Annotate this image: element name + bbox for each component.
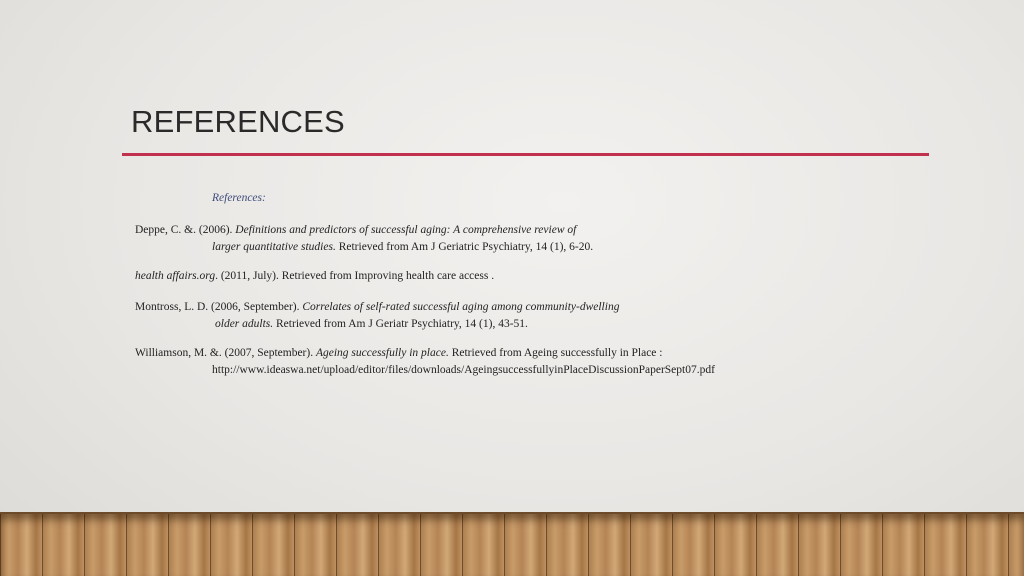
reference-authors-date: Montross, L. D. (2006, September). xyxy=(135,301,303,313)
reference-source: Retrieved from Am J Geriatric Psychiatry, 14 (1), 6-20. xyxy=(335,241,594,253)
reference-title: Ageing successfully in place. xyxy=(315,347,449,359)
reference-item xyxy=(135,222,593,256)
slide-title: REFERENCES xyxy=(131,104,345,139)
reference-item xyxy=(135,299,619,333)
wood-floor-decoration xyxy=(0,514,1024,576)
reference-source: Retrieved from Ageing successfully in Place : xyxy=(448,347,663,359)
reference-authors-date: Williamson, M. &. (2007, September). xyxy=(135,347,316,359)
reference-item xyxy=(135,345,715,379)
reference-url: http://www.ideaswa.net/upload/editor/files/downloads/AgeingsuccessfullyinPlaceDiscussionPaperSept07.pdf xyxy=(212,364,715,376)
reference-title: Definitions and predictors of successful aging: A comprehensive review of xyxy=(235,224,577,236)
reference-title-continued: larger quantitative studies. xyxy=(212,241,336,253)
title-underline xyxy=(122,153,929,156)
reference-title-continued: older adults. xyxy=(215,318,274,330)
reference-source: Retrieved from Am J Geriatr Psychiatry, 14 (1), 43-51. xyxy=(273,318,528,330)
reference-item xyxy=(135,268,494,285)
reference-authors-date: Deppe, C. &. (2006). xyxy=(135,224,236,236)
reference-title: Correlates of self-rated successful aging among community-dwelling xyxy=(302,301,620,313)
reference-title: health affairs.org xyxy=(135,270,216,282)
references-heading: References: xyxy=(212,192,266,204)
reference-source: . (2011, July). Retrieved from Improving health care access . xyxy=(215,270,495,282)
